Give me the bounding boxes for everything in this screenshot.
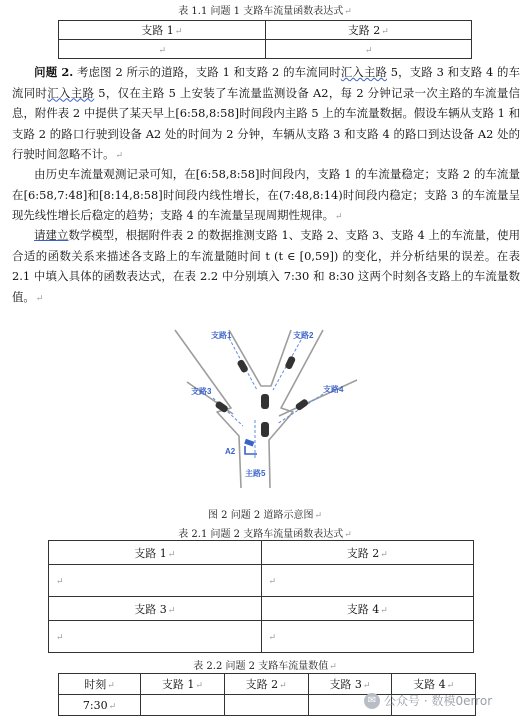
branch-2-label: 支路2	[293, 331, 314, 340]
branch-4-label: 支路4	[323, 385, 344, 394]
table-2-2-header-1: 支路 1↵	[141, 674, 225, 695]
table-2-1	[48, 540, 474, 653]
car-icon	[261, 422, 269, 437]
table-1-1-cell-1[interactable]: ↵	[59, 40, 266, 59]
table-2-2-cell-1[interactable]	[141, 695, 225, 716]
problem-2-paragraph-1: 问题 2. 考虑图 2 所示的道路，支路 1 和支路 2 的车流同时汇入主路 5，支路 3 和支路 4 的车流同时汇入主路 5，仅在主路 5 上安装了车流量监测设备 A2，每 2 分钟记录一次主路的车流量信息，附件表 2 中提供了某天早上[6:58,8:58]时间段内主路 5 上的车流量数据。假设车辆从支路 1 和支路 2 的路口行驶到设备 A2 处的时间为 2 分钟，车辆从支路 3 和支路 4 的路口到达设备 A2 处的行驶时间忽略不计。↵	[12, 65, 520, 162]
problem-2-label: 问题 2.	[34, 65, 74, 79]
table-2-1-cell-4[interactable]: ↵	[261, 621, 474, 653]
table-1-1-cell-2[interactable]: ↵	[265, 40, 472, 59]
watermark-text: 公众号 · 数模0error	[384, 694, 493, 708]
car-icon	[261, 394, 269, 409]
table-1-1-header-2: 支路 2↵	[265, 21, 472, 40]
table-1-1-header-1: 支路 1↵	[59, 21, 266, 40]
road-diagram	[173, 328, 378, 488]
branch-1-label: 支路1	[211, 331, 232, 340]
table-2-2-time-cell: 7:30↵	[59, 695, 141, 716]
table-2-2-caption: 表 2.2 问题 2 支路车流量数值↵	[193, 661, 337, 672]
table-2-2-cell-2[interactable]	[224, 695, 308, 716]
table-2-1-cell-1[interactable]: ↵	[49, 565, 262, 597]
table-2-2-header-4: 支路 4↵	[392, 674, 476, 695]
table-2-1-caption: 表 2.1 问题 2 支路车流量函数表达式↵	[178, 529, 352, 540]
watermark	[364, 692, 492, 709]
problem-2-paragraph-3: 请建立数学模型，根据附件表 2 的数据推测支路 1、支路 2、支路 3、支路 4 上的车流量，使用合适的函数关系来描述各支路上的车流量随时间 t (t ∈ [0,59]) 的变化，并分析结果的误差。在表 2.1 中填入具体的函数表达式，在表 2.2 中分别填入 7:30 和 8:30 这两个时刻各支路上的车流量数值。↵	[12, 228, 520, 304]
table-1-1	[58, 20, 472, 59]
branch-3-label: 支路3	[191, 387, 212, 396]
table-2-1-cell-3[interactable]: ↵	[49, 621, 262, 653]
table-2-2-header-3: 支路 3↵	[308, 674, 392, 695]
table-2-2-header-time: 时刻↵	[59, 674, 141, 695]
main-road-5-label: 主路5	[245, 469, 266, 478]
car-icon	[295, 398, 310, 411]
table-2-1-header-3: 支路 3↵	[49, 597, 262, 621]
table-1-1-caption: 表 1.1 问题 1 支路车流量函数表达式↵	[178, 6, 352, 17]
problem-2-paragraph-2: 由历史车流量观测记录可知，在[6:58,8:58]时间段内，支路 1 的车流量稳定；支路 2 的车流量在[6:58,7:48]和[8:14,8:58]时间段内线性增长，在(7:48,8:14)时间段内稳定；支路 3 的车流量呈现先线性增长后稳定的趋势；支路 4 的车流量呈现周期性规律。↵	[12, 167, 520, 223]
table-2-1-header-2: 支路 2↵	[261, 541, 474, 565]
table-2-2-header-2: 支路 2↵	[224, 674, 308, 695]
car-icon	[284, 355, 296, 370]
device-a2-label: A2	[225, 447, 236, 456]
wechat-icon: ✉	[364, 693, 380, 709]
table-2-1-header-1: 支路 1↵	[49, 541, 262, 565]
table-2-1-header-4: 支路 4↵	[261, 597, 474, 621]
table-2-1-cell-2[interactable]: ↵	[261, 565, 474, 597]
figure-2-caption: 图 2 问题 2 道路示意图↵	[208, 510, 322, 521]
